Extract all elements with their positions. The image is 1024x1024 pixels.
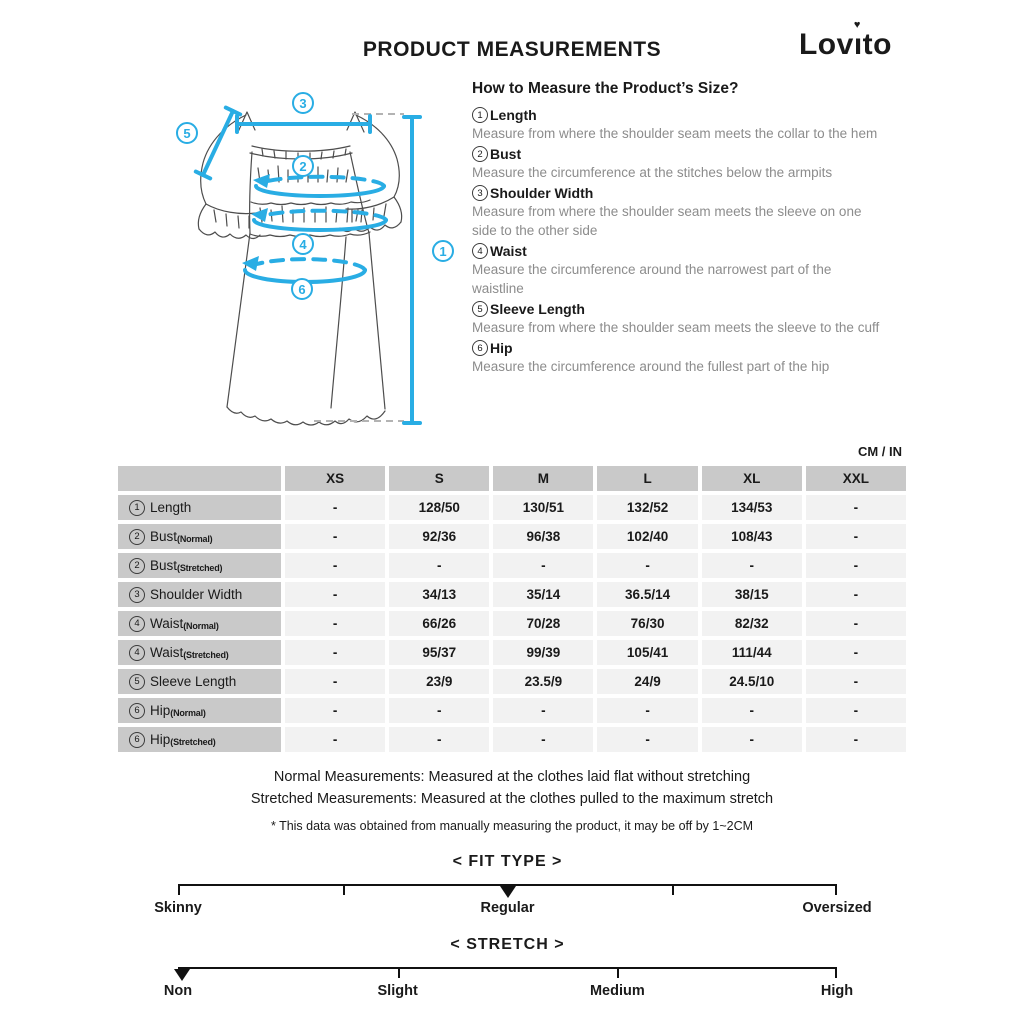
row-label-hip-stretched [118,727,281,752]
size-cell: 82/32 [702,611,802,636]
size-cell: - [493,553,593,578]
stretch-axis [178,967,837,981]
row-label-sub: (Normal) [170,708,206,718]
brand-logo-suffix: to [862,28,892,61]
callout-5-badge: 5 [176,122,198,144]
stretch-pointer-icon [174,969,190,981]
circled-number: 5 [129,674,145,690]
row-label-text: Hip [150,703,171,718]
size-cell: 95/37 [389,640,489,665]
howto-desc: Measure from where the shoulder seam meets the sleeve to the cuff [472,320,880,335]
circled-number: 3 [129,587,145,603]
howto-item-bust [472,146,880,182]
size-cell: - [389,553,489,578]
size-cell: - [702,727,802,752]
howto-item-waist [472,243,880,298]
howto-item-sleeve-length [472,301,880,337]
howto-label: Length [490,107,537,123]
size-cell: - [806,640,906,665]
size-cell: - [702,553,802,578]
axis-tick [672,886,674,895]
size-cell: - [389,727,489,752]
size-cell: 105/41 [597,640,697,665]
row-label-sub: (Stretched) [177,563,223,573]
column-header-s: S [389,466,489,491]
fit-pointer-icon [500,886,516,898]
size-cell: - [285,640,385,665]
size-cell: - [285,495,385,520]
stretch-label-non: Non [163,983,193,999]
circled-number: 3 [472,185,488,201]
size-cell: 24.5/10 [702,669,802,694]
row-label-sub: (Stretched) [170,737,216,747]
callout-1-badge: 1 [432,240,454,262]
howto-label: Shoulder Width [490,185,594,201]
callout-2-badge: 2 [292,155,314,177]
size-cell: - [285,524,385,549]
size-cell: - [285,669,385,694]
circled-number: 4 [129,616,145,632]
brand-logo-prefix: Lov [798,28,854,61]
howto-desc: Measure the circumference around the narrowest part of the waistline [472,262,832,296]
size-cell: - [285,727,385,752]
howto-item-length [472,107,880,143]
column-header-xxl: XXL [806,466,906,491]
row-label-text: Hip [150,732,171,747]
circled-number: 2 [472,146,488,162]
stretch-label-high: High [820,983,854,999]
howto-item-hip [472,340,880,376]
brand-logo-i-stem: ı [853,28,863,61]
circled-number: 6 [472,340,488,356]
brand-logo-i [853,19,863,62]
row-label-bust-stretched [118,553,281,578]
size-cell: 102/40 [597,524,697,549]
row-label-waist-normal [118,611,281,636]
howto-label: Hip [490,340,513,356]
size-cell: 23/9 [389,669,489,694]
howto-label: Waist [490,243,527,259]
axis-tick [617,969,619,978]
size-cell: 23.5/9 [493,669,593,694]
size-cell: - [597,553,697,578]
column-header-m: M [493,466,593,491]
row-label-hip-normal [118,698,281,723]
axis-tick [178,886,180,895]
size-cell: 111/44 [702,640,802,665]
size-cell: - [806,553,906,578]
shoulder-width-measure-line [237,116,370,132]
size-cell: 38/15 [702,582,802,607]
axis-tick [835,969,837,978]
row-label-text: Bust [150,558,178,573]
size-cell: 36.5/14 [597,582,697,607]
size-cell: - [285,553,385,578]
row-label-shoulder-width [118,582,281,607]
size-cell: - [285,582,385,607]
row-label-sub: (Stretched) [183,650,229,660]
size-table [118,466,906,752]
size-cell: 96/38 [493,524,593,549]
row-label-sleeve-length [118,669,281,694]
size-cell: 34/13 [389,582,489,607]
fit-label-skinny: Skinny [154,900,202,916]
howto-desc: Measure the circumference at the stitches below the armpits [472,165,833,180]
callout-3-badge: 3 [292,92,314,114]
size-cell: 130/51 [493,495,593,520]
row-label-text: Bust [150,529,178,544]
fit-type-scale [154,853,872,918]
size-cell: - [806,611,906,636]
size-cell: 76/30 [597,611,697,636]
size-cell: 35/14 [493,582,593,607]
stretched-measurements-note: Stretched Measurements: Measured at the clothes pulled to the maximum stretch [250,791,774,807]
callout-6-badge: 6 [291,278,313,300]
size-cell: - [806,727,906,752]
column-header-l: L [597,466,697,491]
page-title: PRODUCT MEASUREMENTS [362,38,662,61]
units-label: CM / IN [857,444,902,459]
stretch-label-slight: Slight [377,983,418,999]
size-cell: - [806,524,906,549]
howto-label: Bust [490,146,522,162]
howto-desc: Measure from where the shoulder seam meets the sleeve on one side to the other side [472,204,862,238]
circled-number: 6 [129,732,145,748]
brand-logo [798,19,892,62]
row-label-sub: (Normal) [183,621,219,631]
size-cell: - [285,698,385,723]
size-cell: - [597,698,697,723]
circled-number: 1 [129,500,145,516]
row-label-text: Sleeve Length [150,674,237,689]
heart-icon: ♥ [853,19,861,31]
size-cell: 66/26 [389,611,489,636]
axis-tick [398,969,400,978]
size-cell: - [806,495,906,520]
size-cell: 70/28 [493,611,593,636]
column-header-xs: XS [285,466,385,491]
axis-tick [835,886,837,895]
stretch-label-medium: Medium [589,983,645,999]
size-cell: 128/50 [389,495,489,520]
how-to-measure-section [472,80,880,376]
row-label-length [118,495,281,520]
size-cell: - [806,698,906,723]
size-cell: 99/39 [493,640,593,665]
corner-cell [118,466,281,491]
dress-measurement-diagram [150,80,470,440]
measurement-notes [0,766,1024,833]
size-cell: 92/36 [389,524,489,549]
fit-type-title: < FIT TYPE > [452,853,563,870]
size-cell: 24/9 [597,669,697,694]
size-cell: - [493,698,593,723]
circled-number: 4 [129,645,145,661]
bust-measure-ellipse [253,174,384,196]
howto-desc: Measure the circumference around the fullest part of the hip [472,359,830,374]
row-label-text: Shoulder Width [150,587,243,602]
size-cell: - [806,669,906,694]
how-to-title: How to Measure the Product’s Size? [472,80,739,97]
size-cell: - [597,727,697,752]
column-header-xl: XL [702,466,802,491]
circled-number: 5 [472,301,488,317]
size-cell: 132/52 [597,495,697,520]
size-cell: 134/53 [702,495,802,520]
circled-number: 1 [472,107,488,123]
size-cell: - [702,698,802,723]
fit-label-oversized: Oversized [802,900,872,916]
size-cell: 108/43 [702,524,802,549]
size-cell: - [493,727,593,752]
row-label-text: Waist [150,645,184,660]
howto-label: Sleeve Length [490,301,585,317]
dress-illustration [150,80,470,440]
fit-type-axis [178,884,837,898]
circled-number: 6 [129,703,145,719]
axis-tick [343,886,345,895]
normal-measurements-note: Normal Measurements: Measured at the clothes laid flat without stretching [273,769,751,785]
size-cell: - [285,611,385,636]
row-label-waist-stretched [118,640,281,665]
circled-number: 2 [129,558,145,574]
row-label-text: Length [150,500,192,515]
stretch-scale [163,936,854,1001]
row-label-text: Waist [150,616,184,631]
howto-item-shoulder-width [472,185,880,240]
fit-label-regular: Regular [480,900,535,916]
row-label-bust-normal [118,524,281,549]
disclaimer-note: * This data was obtained from manually measuring the product, it may be off by 1~2CM [270,819,754,833]
callout-4-badge: 4 [292,233,314,255]
row-label-sub: (Normal) [177,534,213,544]
size-cell: - [389,698,489,723]
howto-desc: Measure from where the shoulder seam meets the collar to the hem [472,126,878,141]
length-measure-line [404,117,420,423]
size-cell: - [806,582,906,607]
circled-number: 4 [472,243,488,259]
circled-number: 2 [129,529,145,545]
stretch-title: < STRETCH > [450,936,565,953]
